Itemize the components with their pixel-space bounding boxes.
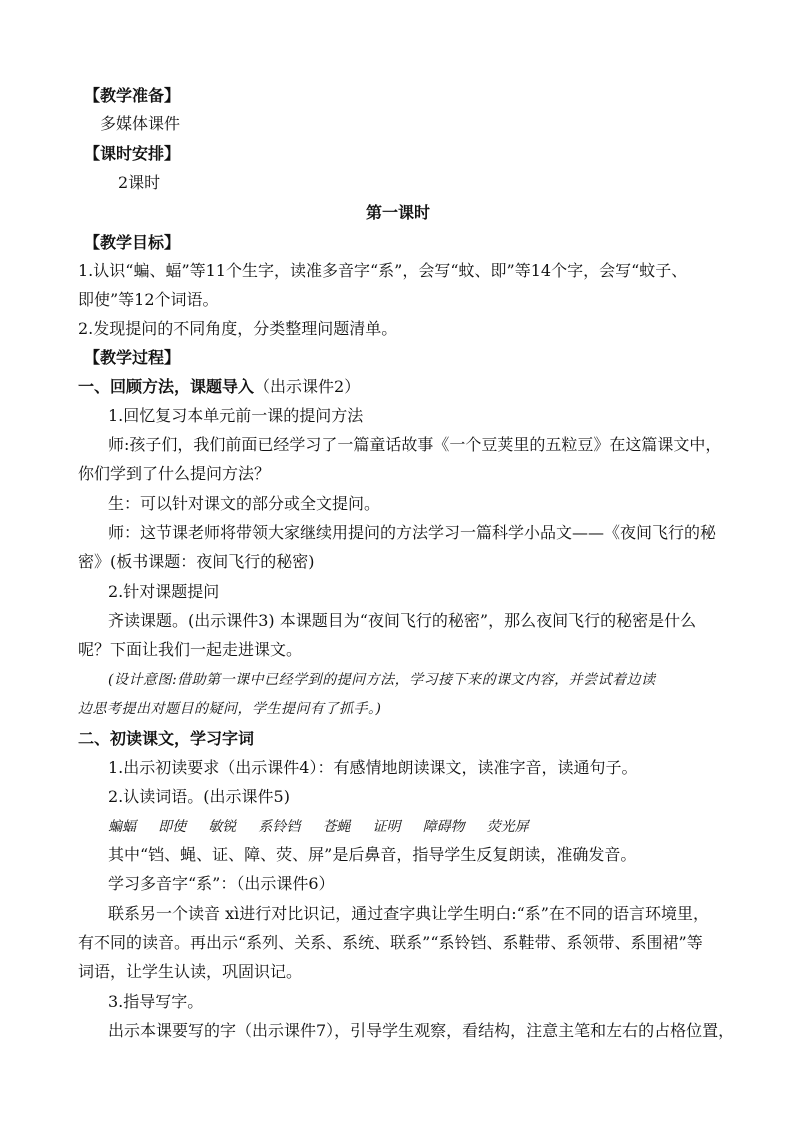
polyphone-heading: 学习多音字“系”：（出示课件6） [108, 874, 335, 893]
schedule-heading: 【课时安排】 [84, 144, 181, 163]
schedule-content: 2课时 [118, 173, 161, 192]
teacher-2-line-2: 密》(板书课题：夜间飞行的秘密) [78, 552, 315, 571]
section-1-step-1: 1.回忆复习本单元前一课的提问方法 [108, 406, 364, 425]
section-1-title [78, 375, 718, 399]
process-heading: 【教学过程】 [84, 348, 181, 367]
vocab-list [108, 814, 748, 839]
contrast-line-2: 有不同的读音。再出示“系列、关系、系统、联系”“系铃铛、系鞋带、系领带、系围裙”等 [78, 933, 703, 952]
design-intent-line-1: (设计意图:借助第一课中已经学到的提问方法，学习接下来的课文内容，并尝试着边读 [108, 672, 656, 688]
section-1-title-main: 一、回顾方法，课题导入 [78, 377, 255, 396]
objectives-heading: 【教学目标】 [84, 233, 181, 252]
section-2-step-3: 3.指导写字。 [108, 992, 204, 1011]
teacher-1-line-2: 你们学到了什么提问方法？ [78, 464, 271, 483]
nasal-note: 其中“铛、蝇、证、障、荧、屏”是后鼻音，指导学生反复朗读，准确发音。 [108, 845, 637, 864]
vocab-word: 障碍物 [422, 819, 465, 835]
read-title-line-2: 呢？下面让我们一起走进课文。 [78, 640, 303, 659]
section-1-step-2: 2.针对课题提问 [108, 582, 220, 601]
prep-content: 多媒体课件 [100, 114, 181, 133]
writing-guidance: 出示本课要写的字（出示课件7），引导学生观察，看结构，注意主笔和左右的占格位置， [108, 1021, 735, 1040]
vocab-word: 苍蝇 [322, 819, 351, 835]
vocab-word: 即使 [158, 819, 187, 835]
vocab-word: 证明 [372, 819, 401, 835]
objective-1-line-1: 1.认识“蝙、蝠”等11个生字，读准多音字“系”，会写“蚊、即”等14个字，会写“蚊子、 [78, 261, 688, 280]
vocab-word: 系铃铛 [258, 819, 301, 835]
vocab-word: 敏锐 [208, 819, 237, 835]
section-2-title: 二、初读课文，学习字词 [78, 729, 255, 748]
lesson-title: 第一课时 [365, 203, 430, 222]
objective-2: 2.发现提问的不同角度，分类整理问题清单。 [78, 319, 398, 338]
objective-1-line-2: 即使”等12个词语。 [78, 290, 219, 309]
student-1: 生：可以针对课文的部分或全文提问。 [108, 494, 381, 513]
design-intent-line-2: 边思考提出对题目的疑问，学生提问有了抓手。) [78, 701, 382, 717]
vocab-word: 蝙蝠 [108, 819, 136, 835]
section-2-step-2: 2.认读词语。(出示课件5) [108, 787, 290, 806]
section-2-step-1: 1.出示初读要求（出示课件4）：有感情地朗读课文，读准字音，读通句子。 [108, 758, 638, 777]
teacher-2-line-1: 师：这节课老师将带领大家继续用提问的方法学习一篇科学小品文——《夜间飞行的秘 [108, 523, 717, 542]
prep-heading: 【教学准备】 [84, 86, 181, 105]
section-1-title-note: （出示课件2） [254, 377, 361, 396]
read-title-line-1: 齐读课题。(出示课件3) 本课题目为“夜间飞行的秘密”，那么夜间飞行的秘密是什么 [108, 611, 697, 630]
contrast-line-1: 联系另一个读音 xì进行对比识记，通过查字典让学生明白:“系”在不同的语言环境里， [108, 904, 709, 923]
contrast-line-3: 词语，让学生认读，巩固识记。 [78, 962, 303, 981]
vocab-word: 荧光屏 [486, 819, 529, 835]
teacher-1-line-1: 师:孩子们，我们前面已经学习了一篇童话故事《一个豆荚里的五粒豆》在这篇课文中， [108, 435, 722, 454]
